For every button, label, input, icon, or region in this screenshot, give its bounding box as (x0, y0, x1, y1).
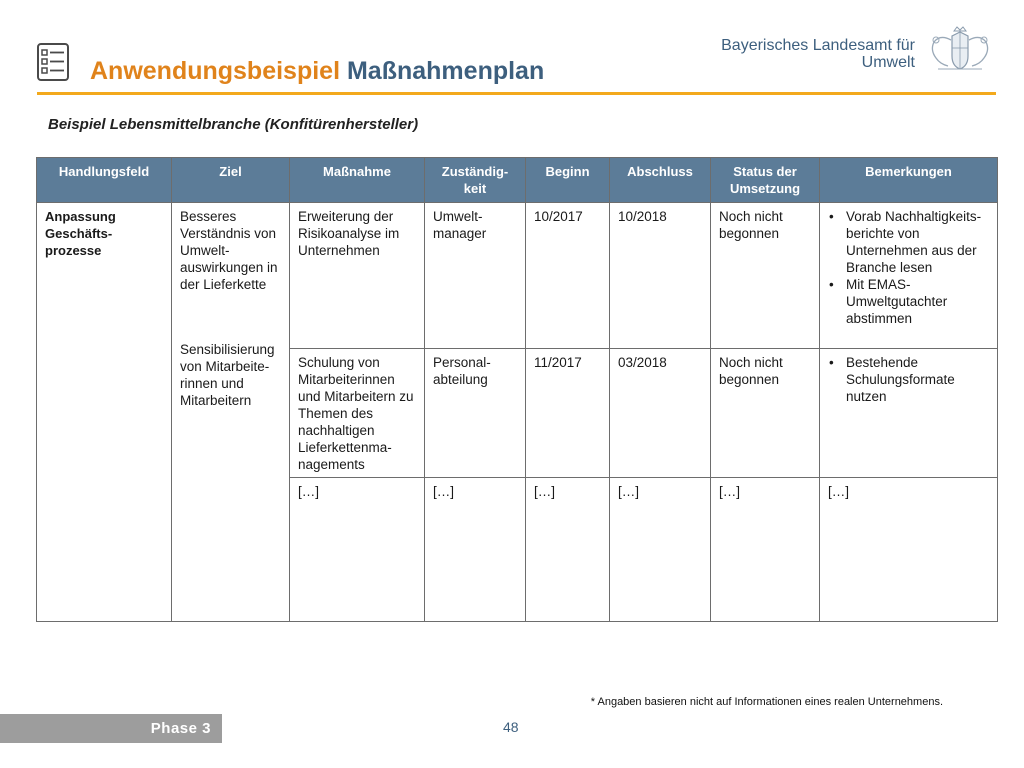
organization-line2: Umwelt (861, 54, 915, 71)
status-cell: […] (711, 478, 820, 622)
list-item: • Vorab Nachhaltigkeits- berichte von Unternehmen aus der Branche lesen (846, 208, 989, 276)
column-header: Ziel (172, 158, 290, 203)
organization-line1: Bayerisches Landesamt für (721, 37, 915, 54)
column-header: Beginn (526, 158, 610, 203)
page-title-part1: Anwendungsbeispiel (90, 57, 341, 85)
massnahme-cell: Schulung von Mitarbeiterinnen und Mitarbeitern zu Themen des nachhaltigen Lieferkettenma- nagements (290, 349, 425, 478)
handlungsfeld-cell: Anpassung Geschäfts- prozesse (37, 203, 172, 622)
bemerkungen-list (828, 208, 989, 327)
column-header: Status der Umsetzung (711, 158, 820, 203)
bemerkungen-cell (820, 349, 998, 478)
bemerkungen-cell: […] (820, 478, 998, 622)
beginn-cell: 11/2017 (526, 349, 610, 478)
ziel-cell (172, 203, 290, 622)
checklist-icon (36, 42, 70, 82)
column-header: Abschluss (610, 158, 711, 203)
footnote: * Angaben basieren nicht auf Informationen eines realen Unternehmens. (590, 696, 943, 708)
page-number: 48 (503, 719, 519, 735)
zustaendigkeit-cell: Umwelt- manager (425, 203, 526, 349)
list-item: • Bestehende Schulungsformate nutzen (846, 354, 989, 405)
page-title (90, 56, 544, 86)
massnahme-cell: Erweiterung der Risikoanalyse im Unternehmen (290, 203, 425, 349)
zustaendigkeit-cell: Personal- abteilung (425, 349, 526, 478)
abschluss-cell: […] (610, 478, 711, 622)
table-row (37, 203, 998, 349)
status-cell: Noch nicht begonnen (711, 203, 820, 349)
coat-of-arms-logo (924, 26, 996, 72)
ziel-text: Sensibilisierung von Mitarbeite- rinnen und Mitarbeitern (180, 342, 275, 408)
header-divider (37, 92, 996, 95)
bemerkungen-list (828, 354, 989, 405)
column-header: Bemerkungen (820, 158, 998, 203)
massnahme-cell: […] (290, 478, 425, 622)
column-header: Maßnahme (290, 158, 425, 203)
page-title-part2: Maßnahmenplan (346, 57, 545, 85)
ziel-text: Besseres Verständnis von Umwelt- auswirkungen in der Lieferkette (180, 209, 278, 292)
table-header-row (37, 158, 998, 203)
phase-label: Phase 3 (0, 714, 222, 743)
zustaendigkeit-cell: […] (425, 478, 526, 622)
organization-name (721, 37, 915, 71)
abschluss-cell: 10/2018 (610, 203, 711, 349)
bemerkungen-cell (820, 203, 998, 349)
status-cell: Noch nicht begonnen (711, 349, 820, 478)
beginn-cell: 10/2017 (526, 203, 610, 349)
subtitle: Beispiel Lebensmittelbranche (Konfitürenhersteller) (48, 116, 419, 133)
column-header: Zuständig- keit (425, 158, 526, 203)
abschluss-cell: 03/2018 (610, 349, 711, 478)
beginn-cell: […] (526, 478, 610, 622)
list-item: • Mit EMAS- Umweltgutachter abstimmen (846, 276, 989, 327)
action-plan-table (36, 157, 998, 622)
column-header: Handlungsfeld (37, 158, 172, 203)
